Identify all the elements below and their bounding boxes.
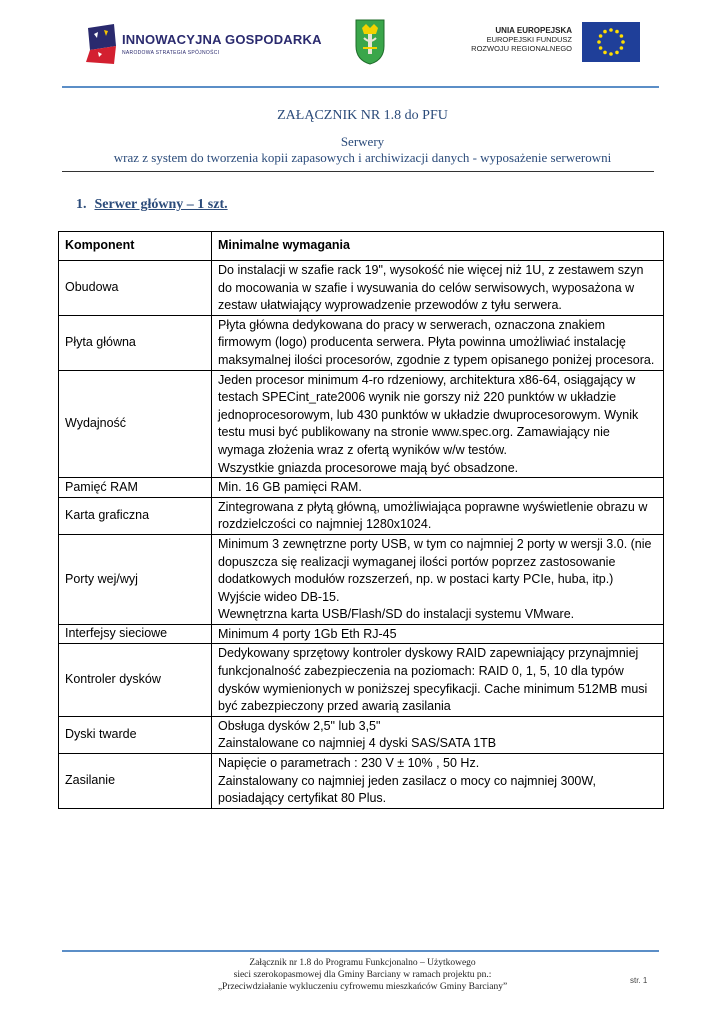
- table-header-row: [59, 232, 664, 261]
- component-cell: Interfejsy sieciowe: [59, 624, 212, 644]
- component-cell: Porty wej/wyj: [59, 534, 212, 624]
- component-cell: Wydajność: [59, 370, 212, 478]
- header-divider: [62, 86, 659, 88]
- component-cell: Zasilanie: [59, 754, 212, 809]
- page-header: [0, 0, 725, 95]
- requirement-cell: Minimum 3 zewnętrzne porty USB, w tym co najmniej 2 porty w wersji 3.0. (nie dopuszcza się realizacji wymaganej ilości portów poprzez zastosowanie dodatkowych modułów rozszerzeń, np. w postaci karty PCIe, huba, itp.) Wyjście wideo DB-15. Wewnętrzna karta USB/Flash/SD do instalacji systemu VMware.: [212, 534, 664, 624]
- page-footer: [0, 957, 725, 993]
- specification-table: [58, 231, 664, 809]
- title-divider: [62, 171, 654, 172]
- component-cell: Dyski twarde: [59, 716, 212, 753]
- component-cell: Obudowa: [59, 261, 212, 316]
- table-row: [59, 370, 664, 478]
- requirement-cell: Płyta główna dedykowana do pracy w serwerach, oznaczona znakiem firmowym (logo) producenta serwera. Płyta powinna umożliwiać instalację maksymalnej ilości procesorów, zgodnie z typem opisanego poniżej procesora.: [212, 315, 664, 370]
- table-row: [59, 754, 664, 809]
- footer-line1: Załącznik nr 1.8 do Programu Funkcjonalno – Użytkowego: [249, 958, 476, 968]
- table-row: [59, 716, 664, 753]
- requirement-cell: Jeden procesor minimum 4-ro rdzeniowy, architektura x86-64, osiągający w testach SPECint_rate2006 wynik nie gorszy niż 220 punktów w układzie jednoprocesorowym, lub 430 punktów w układzie dwuprocesorowym. Wynik testu musi być publikowany na stronie www.spec.org. Zamawiający nie wymaga złożenia wraz z ofertą wyników w/w testów. Wszystkie gniazda procesorowe mają być obsadzone.: [212, 370, 664, 478]
- table-body: [59, 261, 664, 809]
- footer-line3: „Przeciwdziałanie wykluczeniu cyfrowemu mieszkańców Gminy Barciany”: [217, 982, 508, 992]
- requirement-cell: Dedykowany sprzętowy kontroler dyskowy RAID zapewniający przynajmniej funkcjonalność zabezpieczenia na poziomach: RAID 0, 1, 5, 10 dla typów dysków wymienionych w poniższej specyfikacji. Cache minimum 512MB musi być zabezpieczony przed awarią zasilania: [212, 644, 664, 716]
- document-title: ZAŁĄCZNIK NR 1.8 do PFU: [277, 108, 448, 123]
- section-text: Serwer główny – 1 szt.: [94, 197, 228, 212]
- table-row: [59, 624, 664, 644]
- section-heading: [76, 197, 228, 213]
- component-cell: Karta graficzna: [59, 497, 212, 534]
- requirement-cell: Zintegrowana z płytą główną, umożliwiająca poprawne wyświetlenie obrazu w rozdzielczości co najmniej 1280x1024.: [212, 497, 664, 534]
- requirement-cell: Minimum 4 porty 1Gb Eth RJ-45: [212, 624, 664, 644]
- footer-divider: [62, 950, 659, 952]
- section-number: 1.: [76, 197, 87, 212]
- requirement-cell: Min. 16 GB pamięci RAM.: [212, 478, 664, 498]
- column-header-component: Komponent: [59, 232, 212, 261]
- eu-fund-logo: [470, 22, 640, 66]
- footer-line2: sieci szerokopasmowej dla Gminy Barciany w ramach projektu pn.:: [233, 970, 492, 980]
- component-cell: Pamięć RAM: [59, 478, 212, 498]
- eu-line1: UNIA EUROPEJSKA: [495, 26, 572, 35]
- page-number: str. 1: [630, 976, 648, 985]
- gmina-coat-of-arms-icon: [354, 18, 386, 66]
- document-subtitle-line2: wraz z system do tworzenia kopii zapasowych i archiwizacji danych - wyposażenie serwerowni: [113, 150, 612, 165]
- component-cell: Płyta główna: [59, 315, 212, 370]
- table-row: [59, 534, 664, 624]
- table-row: [59, 261, 664, 316]
- eu-fund-text: [471, 26, 572, 53]
- logo-left-subtitle: NARODOWA STRATEGIA SPÓJNOŚCI: [122, 50, 220, 56]
- column-header-requirements: Minimalne wymagania: [212, 232, 664, 261]
- requirement-cell: Napięcie o parametrach : 230 V ± 10% , 50 Hz. Zainstalowany co najmniej jeden zasilacz o mocy co najmniej 300W, posiadający certyfikat 80 Plus.: [212, 754, 664, 809]
- innowacyjna-gospodarka-logo: [84, 22, 322, 68]
- table-row: [59, 478, 664, 498]
- eu-line2: EUROPEJSKI FUNDUSZ: [486, 35, 572, 44]
- document-subtitle-line1: Serwery: [340, 134, 385, 149]
- requirement-cell: Do instalacji w szafie rack 19", wysokość nie więcej niż 1U, z zestawem szyn do mocowania w szafie i wysuwania do celów serwisowych, wyposażona w zestaw ułatwiający wyprowadzenie przewodów z tyłu serwera.: [212, 261, 664, 316]
- eu-line3: ROZWOJU REGIONALNEGO: [471, 44, 572, 53]
- poland-map-flag-icon: [84, 22, 118, 66]
- logo-left-name: INNOWACYJNA GOSPODARKA: [122, 32, 322, 47]
- component-cell: Kontroler dysków: [59, 644, 212, 716]
- requirement-cell: Obsługa dysków 2,5" lub 3,5" Zainstalowane co najmniej 4 dyski SAS/SATA 1TB: [212, 716, 664, 753]
- table-row: [59, 315, 664, 370]
- eu-flag-icon: [582, 22, 640, 62]
- table-row: [59, 644, 664, 716]
- table-row: [59, 497, 664, 534]
